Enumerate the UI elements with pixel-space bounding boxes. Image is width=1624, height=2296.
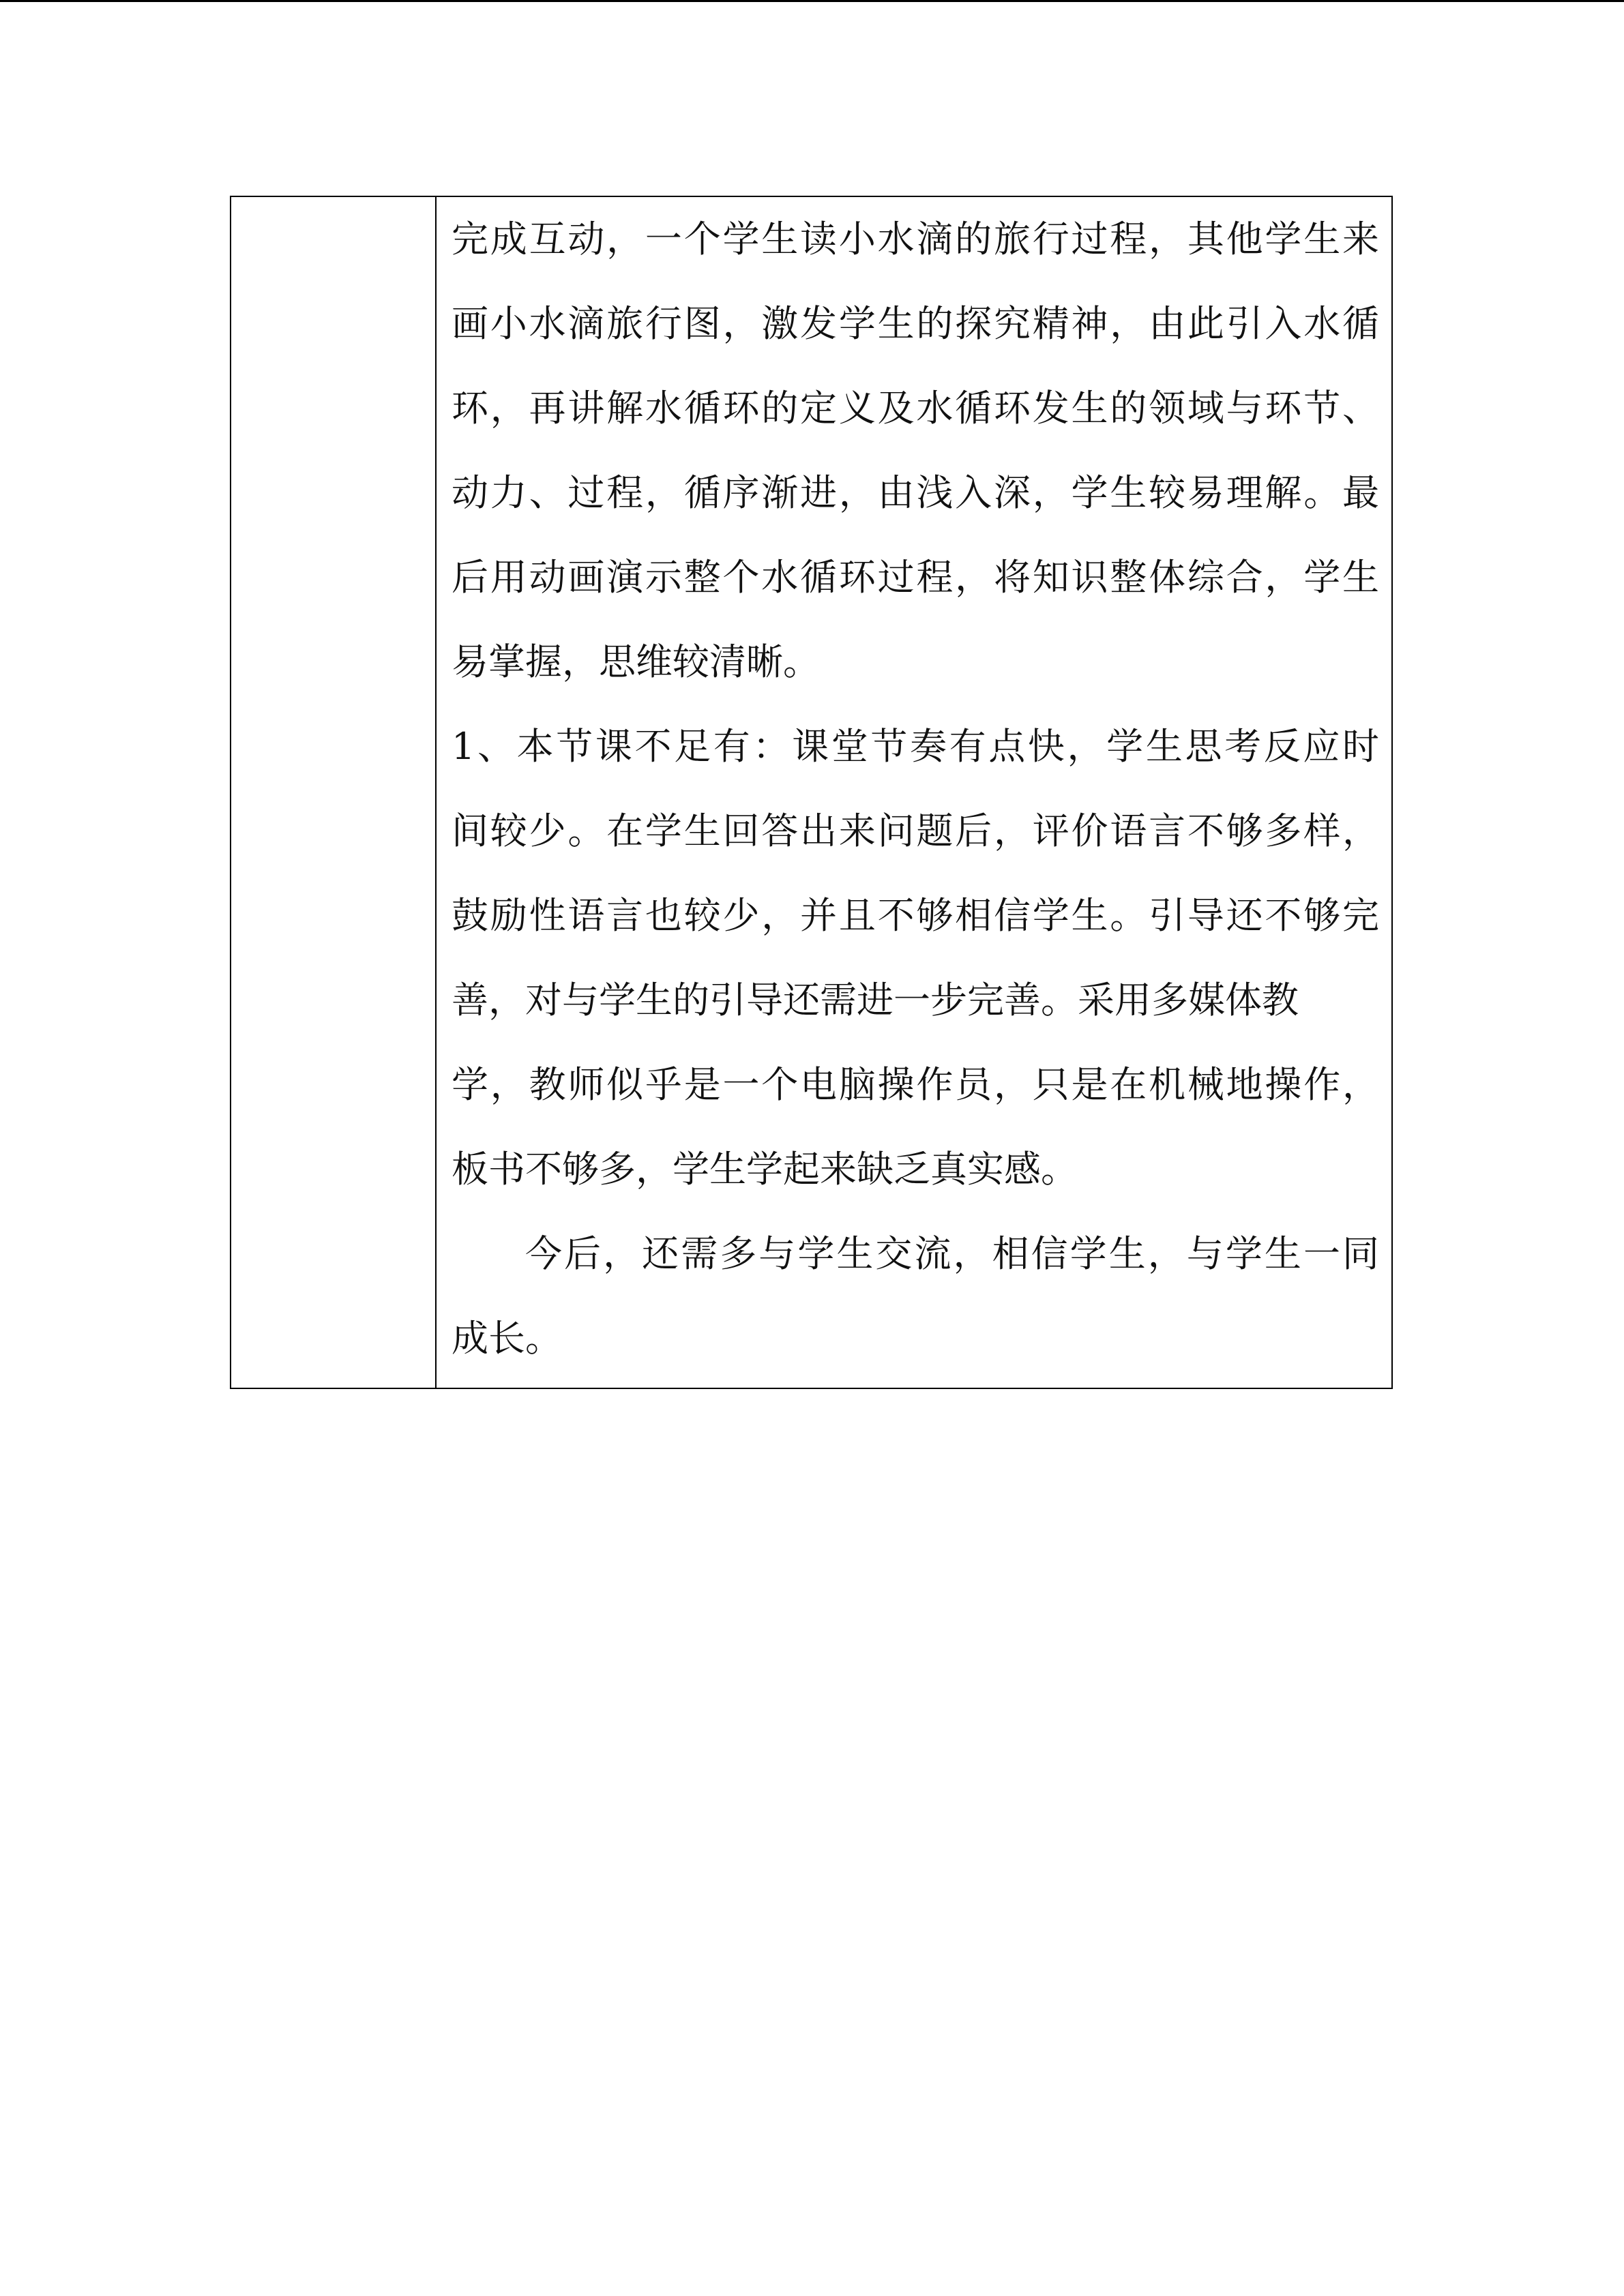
reflection-table (230, 196, 1393, 1389)
table-right-cell (437, 197, 1391, 1388)
text-line: 板书不够多，学生学起来缺乏真实感。 (452, 1148, 1078, 1191)
text-line: 间较少。在学生回答出来问题后，评价语言不够多样， (452, 809, 1379, 852)
text-line: 今后，还需多与学生交流，相信学生，与学生一同 (525, 1232, 1379, 1275)
text-line: 成长。 (452, 1317, 562, 1360)
text-line: 善，对与学生的引导还需进一步完善。采用多媒体教 (452, 979, 1299, 1022)
text-line: 后用动画演示整个水循环过程，将知识整体综合，学生 (452, 556, 1379, 599)
text-line: 环，再讲解水循环的定义及水循环发生的领域与环节、 (452, 387, 1379, 430)
text-line: 1、本节课不足有：课堂节奏有点快，学生思考反应时 (452, 725, 1379, 768)
text-line: 学，教师似乎是一个电脑操作员，只是在机械地操作， (452, 1063, 1379, 1106)
text-line: 完成互动，一个学生读小水滴的旅行过程，其他学生来 (452, 218, 1379, 260)
page-top-border (0, 0, 1624, 2)
text-line: 鼓励性语言也较少，并且不够相信学生。引导还不够完 (452, 894, 1379, 937)
text-line: 易掌握，思维较清晰。 (452, 640, 820, 683)
text-line: 动力、过程，循序渐进，由浅入深，学生较易理解。最 (452, 471, 1379, 514)
text-line: 画小水滴旅行图，激发学生的探究精神，由此引入水循 (452, 302, 1379, 345)
table-left-cell (231, 197, 437, 1388)
